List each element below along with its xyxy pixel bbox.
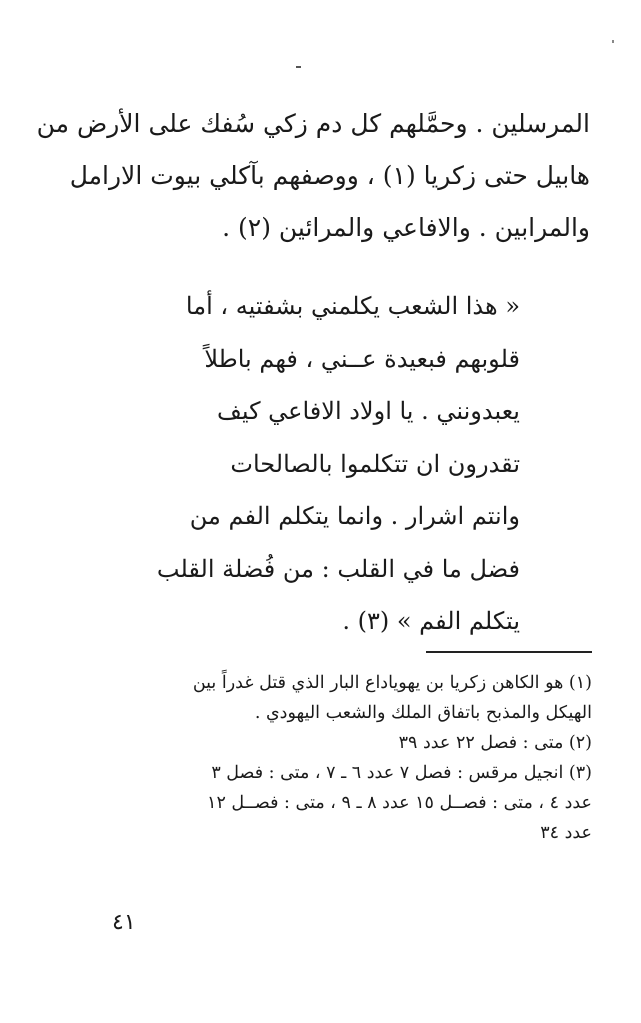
quote-line: يتكلم الفم » (٣) .	[342, 607, 520, 635]
text-line: والمرابين . والافاعي والمرائين (٢) .	[222, 213, 590, 242]
footnote-line: الهيكل والمذبح باتفاق الملك والشعب اليهودي .	[254, 703, 592, 723]
quote-line: « هذا الشعب يكلمني بشفتيه ، أما	[185, 292, 520, 320]
page-number: ٤١	[112, 910, 136, 935]
quote-line: قلوبهم فبعيدة عــني ، فهم باطلاً	[204, 344, 520, 373]
print-mark	[296, 66, 301, 68]
footnotes	[110, 668, 592, 848]
quote-line: وانتم اشرار . وانما يتكلم الفم من	[189, 502, 520, 530]
block-quote	[156, 280, 520, 648]
quote-line: فضل ما في القلب : من فُضلة القلب	[156, 554, 520, 583]
print-mark	[612, 40, 614, 43]
main-paragraph	[36, 98, 590, 254]
quote-line: تقدرون ان تتكلموا بالصالحات	[230, 449, 520, 478]
quote-line: يعبدونني . يا اولاد الافاعي كيف	[217, 397, 520, 425]
footnote-line: عدد ٣٤	[540, 823, 592, 843]
footnote-line: (٢) متى : فصل ٢٢ عدد ٣٩	[398, 733, 592, 753]
footnote-line: (٣) انجيل مرقس : فصل ٧ عدد ٦ ـ ٧ ، متى : فصل ٣	[211, 763, 592, 783]
footnote-line: عدد ٤ ، متى : فصــل ١٥ عدد ٨ ـ ٩ ، متى : فصــل ١٢	[207, 793, 592, 813]
footnote-divider	[426, 651, 592, 653]
text-line: هابيل حتى زكريا (١) ، ووصفهم بآكلي بيوت الارامل	[69, 161, 590, 190]
text-line: المرسلين . وحمَّلهم كل دم زكي سُفك على الأرض من	[36, 109, 590, 138]
footnote-line: (١) هو الكاهن زكريا بن يهوياداع البار الذي قتل غدراً بين	[192, 673, 592, 693]
